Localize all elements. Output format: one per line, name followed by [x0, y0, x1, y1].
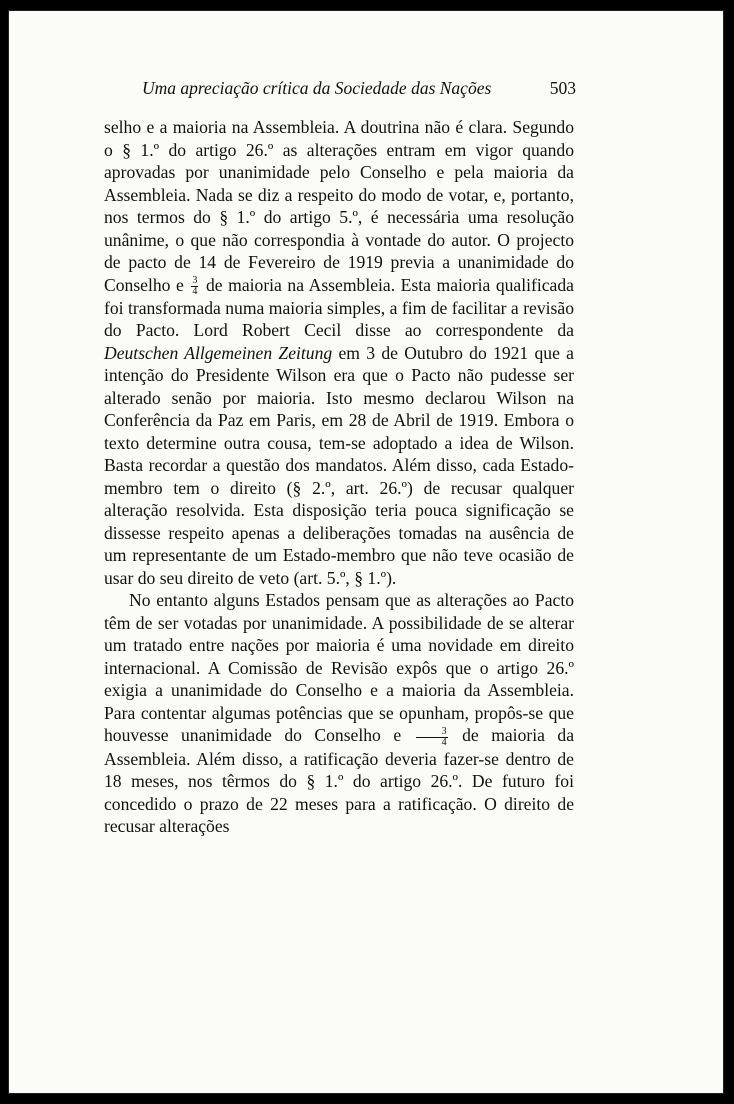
- fraction-three-quarters: [191, 276, 198, 297]
- fraction-denominator: 4: [192, 285, 198, 297]
- paragraph: [104, 589, 574, 837]
- text-segment: em 3 de Outubro do 1921 que a intenção do Presidente Wilson era que o Pacto não pudesse ser alterado senão por maioria. Isto mesmo declarou Wilson na Conferência da Paz em Paris, em 28 de Abril de 1919. Embora o texto determine outra cousa, tem-se adoptado a idea de Wilson. Basta recordar a questão dos mandatos. Além disso, cada Estado-membro tem o direito (§ 2.º, art. 26.º) de recusar qualquer alteração resolvida. Esta disposição teria pouca significação se dissesse respeito apenas a deliberações tomadas na ausência de um representante de um Estado-membro que não teve ocasião de usar do seu direito de veto (art. 5.º, § 1.º).: [104, 342, 574, 588]
- running-header: [142, 78, 576, 102]
- page-number: 503: [549, 78, 576, 98]
- text-segment: de maioria na Assembleia. Esta maioria qualificada foi transformada numa maioria simples, a fim de facilitar a revisão do Pacto. Lord Robert Cecil disse ao correspondente da: [104, 274, 574, 341]
- paragraph: [104, 116, 574, 589]
- fraction-three-quarters: [416, 727, 448, 748]
- text-segment: No entanto alguns Estados pensam que as alterações ao Pacto têm de ser votadas por unanimidade. A possibilidade de se alterar um tratado entre nações por maioria é uma novidade em direito internacional. A Comissão de Revisão expôs que o artigo 26.º exigia a unanimidade do Conselho e a maioria da Assembleia. Para contentar algumas potências que se opunham, propôs-se que houvesse unanimidade do Conselho e: [104, 590, 574, 746]
- newspaper-title: Deutschen Allgemeinen Zeitung: [104, 342, 333, 363]
- fraction-denominator: 4: [441, 736, 447, 748]
- body-text: [104, 116, 574, 838]
- fraction-numerator: 3: [192, 274, 198, 286]
- text-segment: selho e a maioria na Assembleia. A doutrina não é clara. Segundo o § 1.º do artigo 26.º as alterações entram em vigor quando aprovadas por unanimidade pelo Conselho e pela maioria da Assembleia. Nada se diz a respeito do modo de votar, e, portanto, nos termos do § 1.º do artigo 5.º, é necessária uma resolução unânime, o que não correspondia à vontade do autor. O projecto de pacto de 14 de Fevereiro de 1919 previa a unanimidade do Conselho e: [104, 117, 574, 295]
- text-segment: de maioria da Assembleia. Além disso, a ratificação deveria fazer-se dentro de 18 meses, nos têrmos do § 1.º do artigo 26.º. De futuro foi concedido o prazo de 22 meses para a ratificação. O direito de recusar alterações: [104, 725, 575, 837]
- fraction-numerator: 3: [416, 727, 448, 738]
- running-title: Uma apreciação crítica da Sociedade das Nações: [142, 78, 492, 98]
